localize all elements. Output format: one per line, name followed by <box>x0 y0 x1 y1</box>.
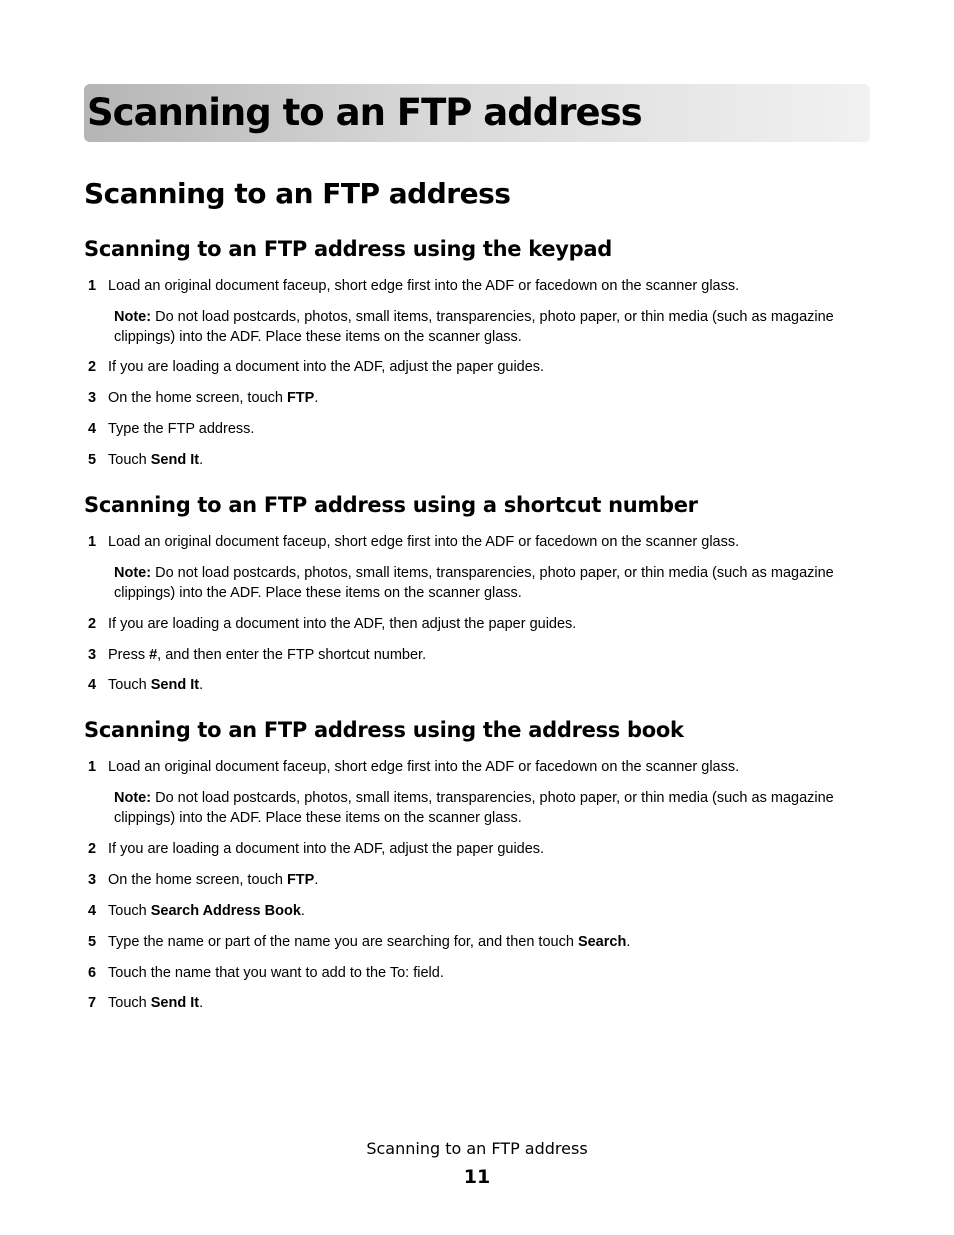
step-text: Type the FTP address. <box>108 421 255 437</box>
note-label: Note: <box>114 309 152 325</box>
step-text: Load an original document faceup, short edge first into the ADF or facedown on the scanner glass. <box>108 278 740 294</box>
step-text: If you are loading a document into the ADF, then adjust the paper guides. <box>108 616 577 632</box>
step-number: 3 <box>88 647 97 663</box>
step-text: Load an original document faceup, short edge first into the ADF or facedown on the scanner glass. <box>108 534 740 550</box>
step-number: 5 <box>88 934 97 950</box>
step-text: Press #, and then enter the FTP shortcut number. <box>108 647 427 663</box>
section-title: Scanning to an FTP address <box>84 177 511 210</box>
step-number: 4 <box>88 677 97 693</box>
note-label: Note: <box>114 565 152 581</box>
step-number: 6 <box>88 965 97 981</box>
step-number: 3 <box>88 390 97 406</box>
step-text: On the home screen, touch FTP. <box>108 390 319 406</box>
chapter-banner <box>84 84 870 142</box>
step-number: 2 <box>88 359 97 375</box>
step-number: 2 <box>88 616 97 632</box>
shortcut-heading: Scanning to an FTP address using a shortcut number <box>84 493 698 517</box>
address-book-note <box>114 788 884 828</box>
step-text: Load an original document faceup, short edge first into the ADF or facedown on the scanner glass. <box>108 759 740 775</box>
step-text: Touch Send It. <box>108 995 204 1011</box>
step-text: Type the name or part of the name you are searching for, and then touch Search. <box>108 934 631 950</box>
step-number: 1 <box>88 759 97 775</box>
note-label: Note: <box>114 790 152 806</box>
step-text: If you are loading a document into the ADF, adjust the paper guides. <box>108 359 545 375</box>
keypad-note <box>114 307 884 347</box>
step-number: 7 <box>88 995 97 1011</box>
step-text: Touch the name that you want to add to the To: field. <box>108 965 444 981</box>
keypad-heading: Scanning to an FTP address using the keypad <box>84 237 613 261</box>
page-number: 11 <box>463 1166 491 1188</box>
step-number: 1 <box>88 534 97 550</box>
note-text: Do not load postcards, photos, small items, transparencies, photo paper, or thin media (such as magazine clippings) into the ADF. Place these items on the scanner glass. <box>114 565 834 601</box>
note-text: Do not load postcards, photos, small items, transparencies, photo paper, or thin media (such as magazine clippings) into the ADF. Place these items on the scanner glass. <box>114 790 834 826</box>
step-text: Touch Send It. <box>108 452 204 468</box>
step-number: 3 <box>88 872 97 888</box>
step-text: Touch Search Address Book. <box>108 903 305 919</box>
shortcut-note <box>114 563 884 603</box>
step-number: 1 <box>88 278 97 294</box>
step-number: 5 <box>88 452 97 468</box>
step-text: Touch Send It. <box>108 677 204 693</box>
footer-title: Scanning to an FTP address <box>366 1139 588 1158</box>
chapter-title: Scanning to an FTP address <box>87 91 642 134</box>
step-number: 4 <box>88 903 97 919</box>
step-number: 4 <box>88 421 97 437</box>
step-text: On the home screen, touch FTP. <box>108 872 319 888</box>
step-text: If you are loading a document into the ADF, adjust the paper guides. <box>108 841 545 857</box>
note-text: Do not load postcards, photos, small items, transparencies, photo paper, or thin media (such as magazine clippings) into the ADF. Place these items on the scanner glass. <box>114 309 834 345</box>
address-book-heading: Scanning to an FTP address using the address book <box>84 718 684 742</box>
step-number: 2 <box>88 841 97 857</box>
